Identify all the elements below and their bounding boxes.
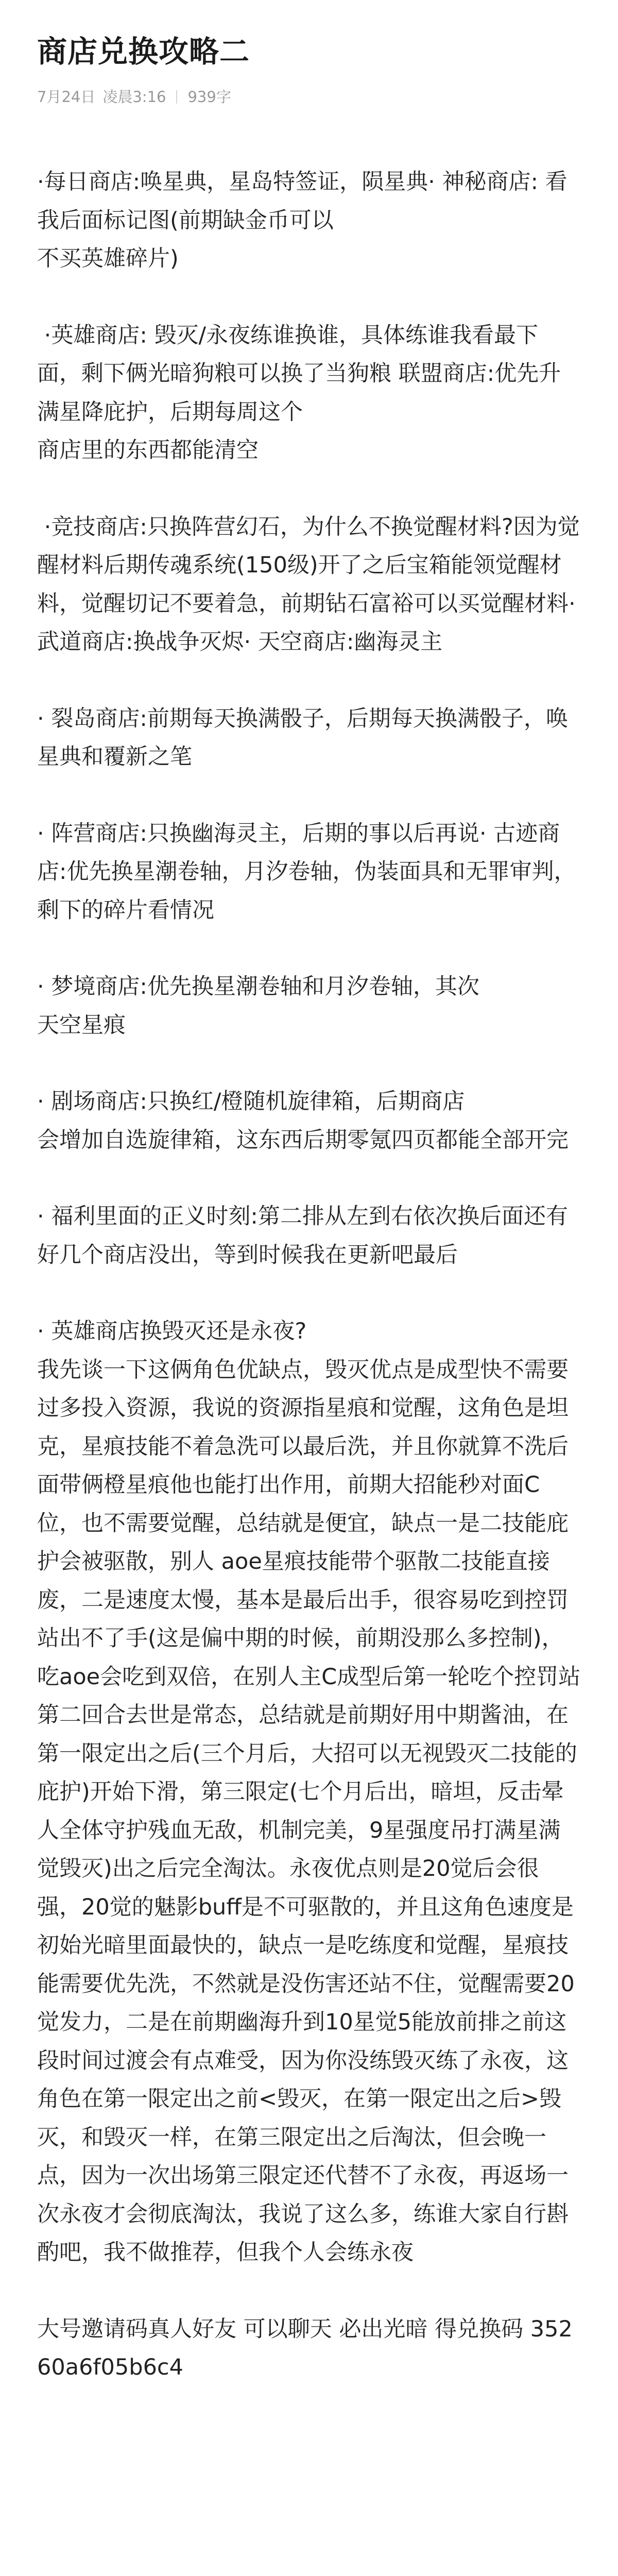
paragraph-daily-shop: ·每日商店:唤星典，星岛特签证，陨星典· 神秘商店: 看我后面标记图(前期缺金币可以 不买英雄碎片): [37, 169, 568, 272]
paragraph-invite-code: 大号邀请码真人好友 可以聊天 必出光暗 得兑换码 35260a6f05b6c4: [37, 2316, 573, 2380]
paragraph-faction-shop: · 阵营商店:只换幽海灵主，后期的事以后再说· 古迹商店:优先换星潮卷轴，月汐卷轴，伪装面具和无罪审判，剩下的碎片看情况: [37, 820, 576, 923]
paragraph-hero-choice: · 英雄商店换毁灭还是永夜? 我先谈一下这俩角色优缺点，毁灭优点是成型快不需要过多投入资源，我说的资源指星痕和觉醒，这角色是坦克，星痕技能不着急洗可以最后洗，并且你就算不洗后面带俩橙星痕他也能打出作用，前期大招能秒对面C位，也不需要觉醒，总结就是便宜，缺点一是二技能庇护会被驱散，别人 aoe星痕技能带个驱散二技能直接废，二是速度太慢，基本是最后出手，很容易吃到控罚站出不了手(这是偏中期的时候，前期没那么多控制)，吃aoe会吃到双倍，在别人主C成型后第一轮吃个控罚站第二回合去世是常态，总结就是前期好用中期酱油，在第一限定出之后(三个月后，大招可以无视毁灭二技能的庇护)开始下滑，第三限定(七个月后出，暗坦，反击晕人全体守护残血无敌，机制完美，9星强度吊打满星满觉毁灭)出之后完全淘汰。永夜优点则是20觉后会很强，20觉的魅影buff是不可驱散的，并且这角色速度是初始光暗里面最快的，缺点一是吃练度和觉醒，星痕技能需要优先洗，不然就是没伤害还站不住，觉醒需要20觉发力，二是在前期幽海升到10星觉5能放前排之前这段时间过渡会有点难受，因为你没练毁灭练了永夜，这角色在第一限定出之前<毁灭，在第一限定出之后>毁灭，和毁灭一样，在第三限定出之后淘汰，但会晚一点，因为一次出场第三限定还代替不了永夜，再返场一次永夜才会彻底淘汰，我说了这么多，练谁大家自行斟酌吧，我不做推荐，但我个人会练永夜: [37, 1318, 581, 2265]
publish-date: 7月24日: [37, 88, 96, 106]
article-title: 商店兑换攻略二: [37, 34, 250, 69]
paragraph-arena-shop: ·竞技商店:只换阵营幻石，为什么不换觉醒材料?因为觉醒材料后期传魂系统(150级)开了之后宝箱能领觉醒材料，觉醒切记不要着急，前期钻石富裕可以买觉醒材料· 武道商店:换战争灭烬· 天空商店:幽海灵主: [37, 514, 583, 655]
paragraph-rift-shop: · 裂岛商店:前期每天换满骰子，后期每天换满骰子，唤星典和覆新之笔: [37, 705, 568, 770]
article-meta: [37, 87, 581, 107]
article-body: [37, 163, 581, 2387]
paragraph-dream-shop: · 梦境商店:优先换星潮卷轴和月汐卷轴，其次 天空星痕: [37, 974, 479, 1038]
paragraph-theater-shop: · 剧场商店:只换红/橙随机旋律箱，后期商店 会增加自选旋律箱，这东西后期零氪四页都能全部开完: [37, 1089, 569, 1153]
paragraph-hero-shop: ·英雄商店: 毁灭/永夜练谁换谁，具体练谁我看最下面，剩下俩光暗狗粮可以换了当狗粮 联盟商店:优先升满星降庇护，后期每周这个 商店里的东西都能清空: [37, 322, 561, 463]
paragraph-welfare: · 福利里面的正义时刻:第二排从左到右依次换后面还有好几个商店没出，等到时候我在更新吧最后: [37, 1204, 568, 1268]
meta-divider: [176, 90, 177, 104]
publish-time: 凌晨3:16: [102, 88, 166, 106]
word-count: 939字: [187, 88, 231, 106]
